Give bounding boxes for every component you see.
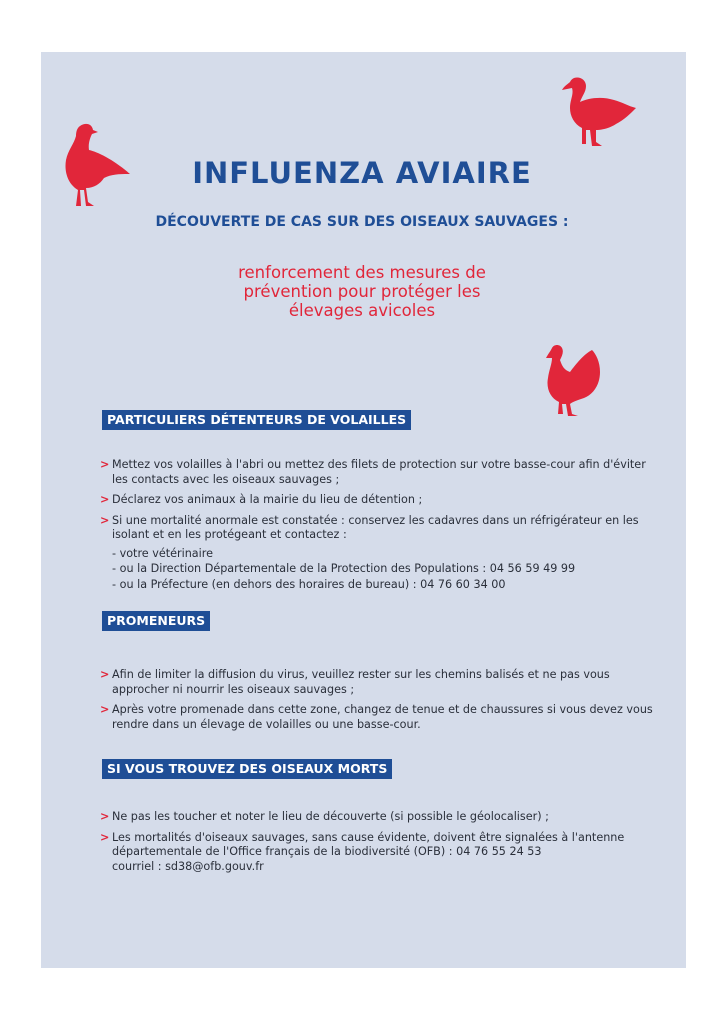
bullet-arrow-icon: > xyxy=(100,458,110,471)
duck-icon xyxy=(558,76,638,150)
contact-item: - votre vétérinaire xyxy=(112,546,214,560)
bullet-arrow-icon: > xyxy=(100,513,110,527)
contact-item: - ou la Préfecture (en dehors des horaires de bureau) : 04 76 60 34 00 xyxy=(112,577,506,591)
list-item-text: Afin de limiter la diffusion du virus, veuillez rester sur les chemins balisés et ne pas vous approcher ni nourrir les oiseaux sauvages ; xyxy=(112,668,610,696)
contact-list xyxy=(112,547,660,593)
oiseaux-morts-list xyxy=(100,810,660,880)
ofb-email: courriel : sd38@ofb.gouv.fr xyxy=(112,859,264,873)
list-item xyxy=(100,831,660,875)
list-item xyxy=(100,458,660,487)
lead-line: élevages avicoles xyxy=(288,301,436,320)
page-title: INFLUENZA AVIAIRE xyxy=(192,156,532,190)
lead-line: renforcement des mesures de xyxy=(238,263,486,282)
hen-icon xyxy=(542,344,602,420)
list-item xyxy=(100,668,660,697)
list-item-text: Ne pas les toucher et noter le lieu de découverte (si possible le géolocaliser) ; xyxy=(112,810,549,823)
bullet-arrow-icon: > xyxy=(100,810,110,823)
section-heading-promeneurs: PROMENEURS xyxy=(102,611,210,631)
list-item xyxy=(100,810,660,825)
lead-line: prévention pour protéger les xyxy=(243,282,481,301)
contact-item: - ou la Direction Départementale de la Protection des Populations : 04 56 59 49 99 xyxy=(112,562,576,575)
page-subtitle: DÉCOUVERTE DE CAS SUR DES OISEAUX SAUVAGES : xyxy=(155,214,569,230)
list-item xyxy=(100,703,660,732)
list-item-text: Après votre promenade dans cette zone, changez de tenue et de chaussures si vous devez vous rendre dans un élevage de volailles ou une basse-cour. xyxy=(112,703,653,731)
list-item xyxy=(100,493,660,508)
promeneurs-list xyxy=(100,668,660,738)
lead-text xyxy=(0,263,724,320)
section-heading-particuliers: PARTICULIERS DÉTENTEURS DE VOLAILLES xyxy=(102,410,411,430)
bullet-arrow-icon: > xyxy=(100,493,110,506)
list-item-text: Si une mortalité anormale est constatée : conservez les cadavres dans un réfrigérateur en les isolant et en les protégeant et contactez : xyxy=(112,513,639,541)
list-item-text: Déclarez vos animaux à la mairie du lieu de détention ; xyxy=(112,493,423,506)
bullet-arrow-icon: > xyxy=(100,703,110,716)
bullet-arrow-icon: > xyxy=(100,830,110,844)
list-item-text: Mettez vos volailles à l'abri ou mettez des filets de protection sur votre basse-cour afin d'éviter les contacts avec les oiseaux sauvages ; xyxy=(112,458,646,486)
bullet-arrow-icon: > xyxy=(100,668,110,681)
list-item-text: Les mortalités d'oiseaux sauvages, sans cause évidente, doivent être signalées à l'antenne départementale de l'Office français de la biodiversité (OFB) : 04 76 55 24 53 xyxy=(112,830,625,858)
section-heading-oiseaux-morts: SI VOUS TROUVEZ DES OISEAUX MORTS xyxy=(102,759,392,779)
particuliers-list xyxy=(100,458,660,598)
list-item xyxy=(100,514,660,593)
